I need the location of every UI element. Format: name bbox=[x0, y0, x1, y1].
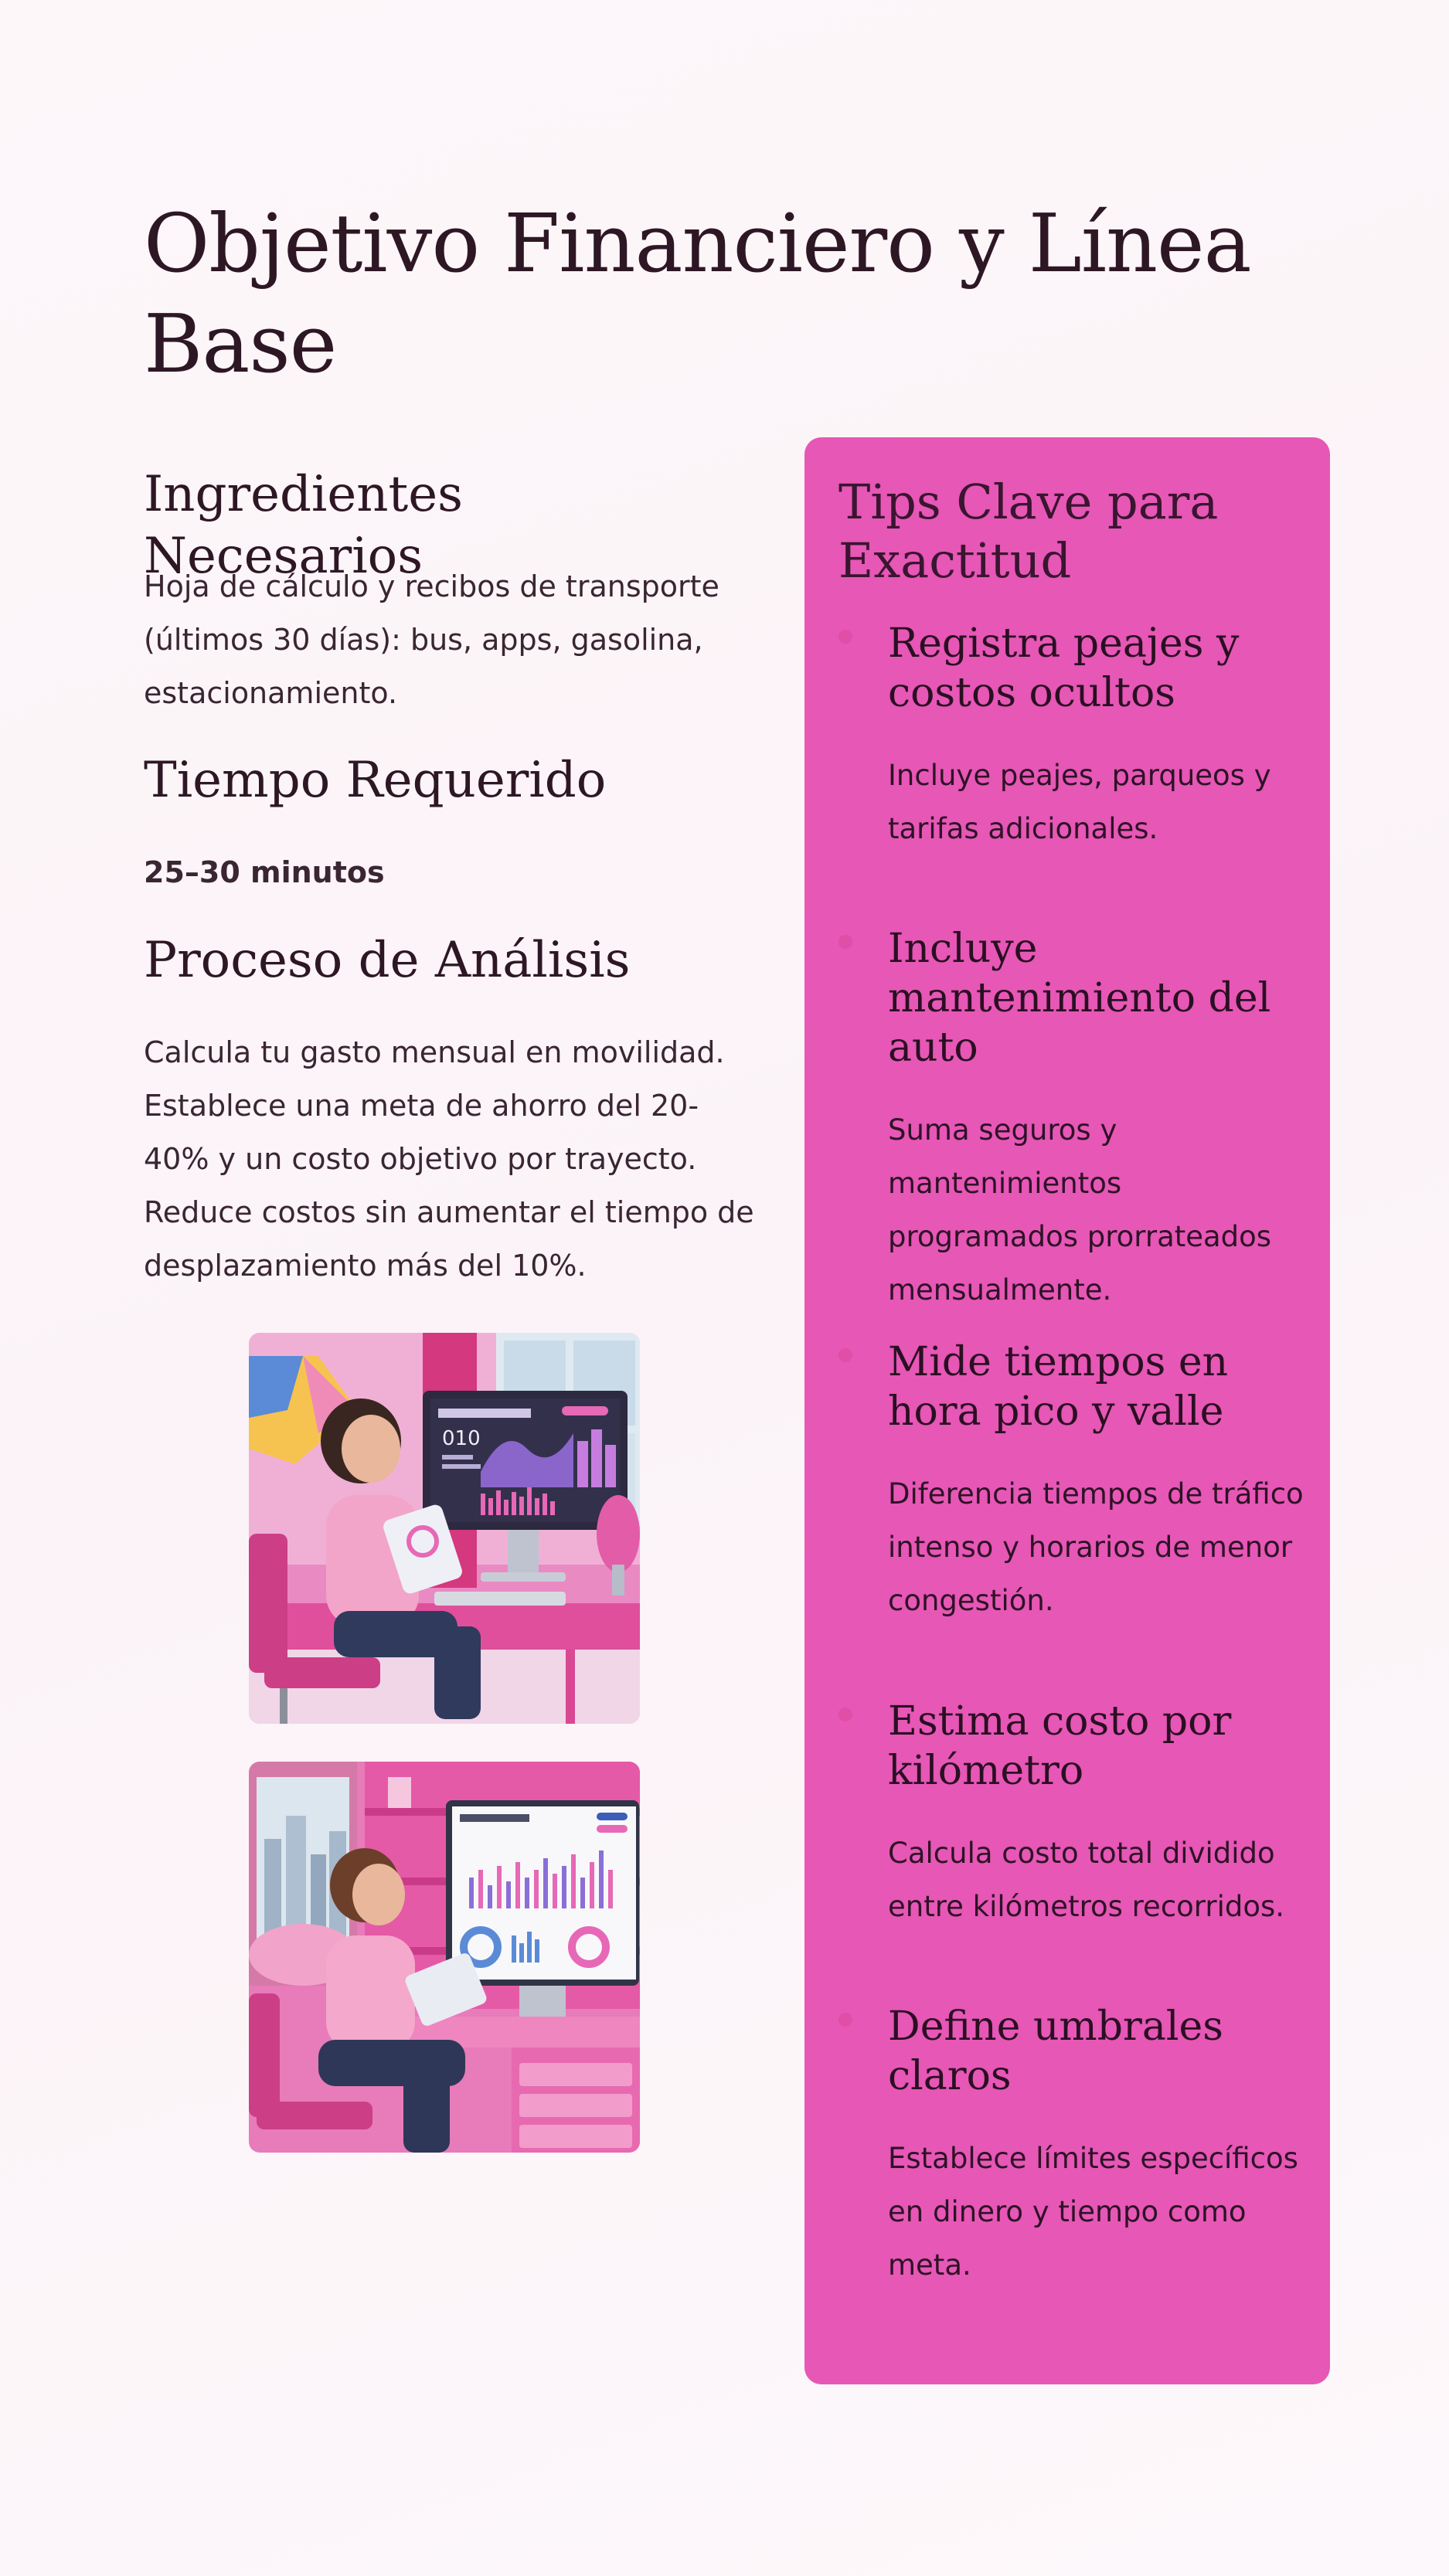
tip-item bbox=[838, 619, 1318, 855]
office-analytics-photo bbox=[249, 1333, 640, 1724]
tip-text: Diferencia tiempos de tráfico intenso y horarios de menor congestión. bbox=[888, 1477, 1304, 1617]
tip-heading: Mide tiempos en hora pico y valle bbox=[888, 1339, 1229, 1435]
tip-item bbox=[838, 1337, 1318, 1627]
bullet-dot-icon bbox=[838, 1348, 852, 1362]
process-text: Calcula tu gasto mensual en movilidad. Establece una meta de ahorro del 20-40% y un costo objetivo por trayecto. Reduce costos sin aumentar el tiempo de desplazamiento más del 10%. bbox=[144, 1035, 754, 1283]
tip-text: Suma seguros y mantenimientos programados prorrateados mensualmente. bbox=[888, 1113, 1272, 1307]
page-title: Objetivo Financiero y Línea Base bbox=[144, 196, 1251, 391]
tip-heading: Define umbrales claros bbox=[888, 2003, 1223, 2099]
office-analytics-illustration bbox=[249, 1333, 640, 1724]
tip-heading: Incluye mantenimiento del auto bbox=[888, 926, 1271, 1071]
tip-item bbox=[838, 924, 1318, 1317]
tip-heading: Registra peajes y costos ocultos bbox=[888, 620, 1240, 716]
bullet-dot-icon bbox=[838, 935, 852, 949]
tip-text: Incluye peajes, parqueos y tarifas adicionales. bbox=[888, 759, 1271, 845]
tip-heading: Estima costo por kilómetro bbox=[888, 1698, 1232, 1794]
tip-text: Calcula costo total dividido entre kilómetros recorridos. bbox=[888, 1837, 1285, 1923]
bullet-dot-icon bbox=[838, 2013, 852, 2027]
ingredients-heading: Ingredientes Necesarios bbox=[144, 466, 463, 585]
tips-heading: Tips Clave para Exactitud bbox=[838, 474, 1219, 589]
svg-text:010: 010 bbox=[442, 1427, 481, 1450]
process-heading: Proceso de Análisis bbox=[144, 932, 631, 989]
tip-item bbox=[838, 2002, 1318, 2292]
tip-text: Establece límites específicos en dinero y tiempo como meta. bbox=[888, 2142, 1298, 2282]
dashboard-review-illustration bbox=[249, 1762, 640, 2153]
bullet-dot-icon bbox=[838, 1708, 852, 1721]
tips-card bbox=[804, 437, 1330, 2384]
ingredients-text: Hoja de cálculo y recibos de transporte (últimos 30 días): bus, apps, gasolina, estacionamiento. bbox=[144, 569, 719, 710]
time-heading: Tiempo Requerido bbox=[144, 752, 607, 809]
time-value: 25–30 minutos bbox=[144, 855, 385, 889]
tip-item bbox=[838, 1697, 1318, 1933]
bullet-dot-icon bbox=[838, 630, 852, 644]
dashboard-review-photo bbox=[249, 1762, 640, 2153]
